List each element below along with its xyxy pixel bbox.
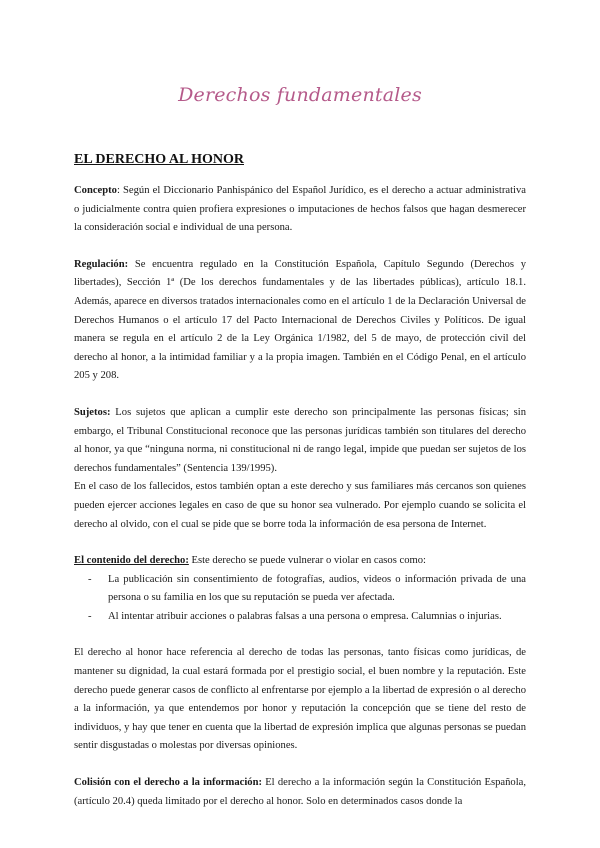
list-item: - La publicación sin consentimiento de fotografías, audios, videos o información privada de una persona o su familia en los que su reputación se pueda ver afectada. [88,573,526,604]
regulacion-text: Se encuentra regulado en la Constitución Española, Capítulo Segundo (Derechos y libertades), Sección 1ª (De los derechos fundamentales y de las libertades públicas), artículo 18.1. Además, aparece en diversos tratados internacionales como en el artículo 1 de la Declaración Universal de Derechos Humanos o el artículo 17 del Pacto Internacional de Derechos Civiles y Políticos. De igual manera se regula en el artículo 2 de la Ley Orgánica 1/1982, del 5 de mayo, de protección civil del derecho al honor, a la intimidad familiar y a la propia imagen. También en el Código Penal, en el artículo 205 y 208. [74,258,526,382]
list-item: - Al intentar atribuir acciones o palabras falsas a una persona o empresa. Calumnias o injurias. [88,610,502,622]
contenido-list [74,571,526,627]
section-heading: EL DERECHO AL HONOR [74,152,244,167]
sujetos-label: Sujetos: [74,406,111,418]
sujetos-text: Los sujetos que aplican a cumplir este derecho son principalmente las personas físicas; sin embargo, el Tribunal Constitucional reconoce que las personas jurídicas también son titulares del derecho al honor, ya que “ninguna norma, ni constitucional ni de rango legal, impide que puedan ser sujetos de los derechos fundamentales” (Sentencia 139/1995). [74,406,526,474]
regulacion-paragraph [74,256,526,386]
sujetos-paragraph [74,404,526,478]
colision-text: El derecho a la información según la Constitución Española, (artículo 20.4) queda limitado por el derecho al honor. Solo en determinados casos donde la [74,777,526,807]
concepto-text: : Según el Diccionario Panhispánico del Español Jurídico, es el derecho a actuar administrativa o judicialmente contra quien profiera expresiones o imputaciones de hechos falsos que hagan desmerecer la consideración social e individual de una persona. [74,185,526,234]
document-title: Derechos fundamentales [178,84,422,106]
contenido-text: Este derecho se puede vulnerar o violar en casos como: [188,555,426,567]
concepto-label: Concepto [74,185,117,196]
fallecidos-paragraph: En el caso de los fallecidos, estos también optan a este derecho y sus familiares más cercanos son quienes pueden ejercer acciones legales en caso de que su honor sea vulnerado. Por ejemplo cuando se solicita el derecho al olvido, con el cual se pide que se borre toda la información de esa persona de Internet. [74,481,526,530]
colision-paragraph [74,774,526,811]
contenido-paragraph [74,552,526,571]
honor-paragraph: El derecho al honor hace referencia al derecho de todas las personas, tanto físicas como jurídicas, de mantener su dignidad, la cual estará formada por el prestigio social, el buen nombre y la reputación. Este derecho puede generar casos de conflicto al enfrentarse por ejemplo a la libertad de expresión o al derecho a la información, ya que entendemos por honor y reputación la concepción que se tiene del resto de individuos, y hay que tener en cuenta que la libertad de expresión implica que algunas personas se puedan sentir disgustadas o molestas por diversas opiniones. [74,647,526,752]
colision-label: Colisión con el derecho a la información: [74,777,262,789]
document-body [74,182,526,811]
concepto-paragraph [74,182,526,238]
contenido-label: El contenido del derecho: [74,555,189,567]
regulacion-label: Regulación: [74,258,129,270]
